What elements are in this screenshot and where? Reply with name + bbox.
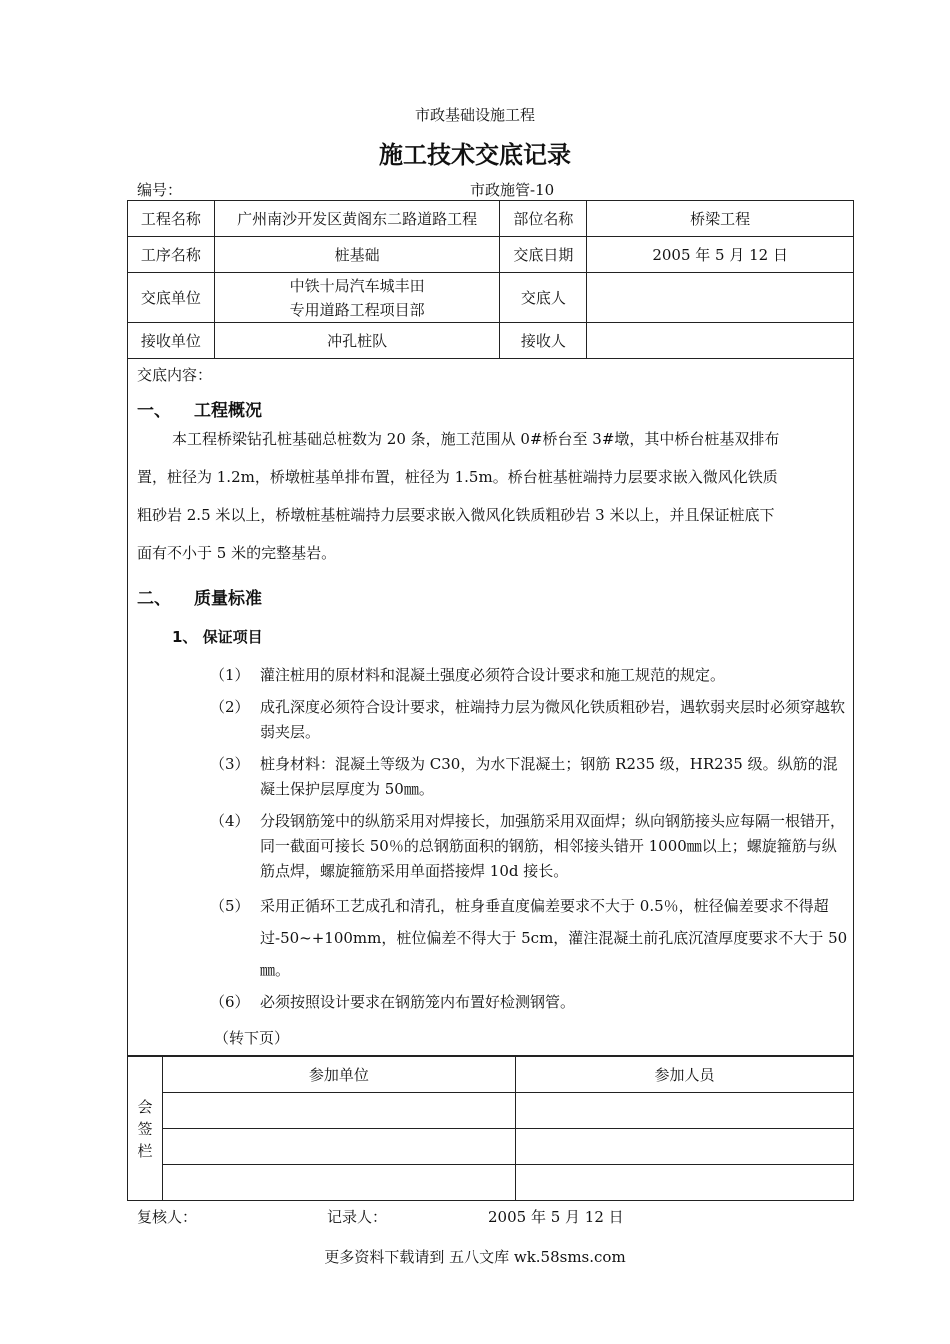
list-item xyxy=(210,752,850,802)
section1-number: 一、 xyxy=(137,401,171,421)
process-label: 工序名称 xyxy=(128,237,215,273)
info-row xyxy=(128,323,854,359)
unit-line-2: 专用道路工程项目部 xyxy=(289,300,425,319)
item-number: （1） xyxy=(210,666,250,684)
section2-number: 二、 xyxy=(137,589,171,609)
list-item xyxy=(210,990,850,1015)
signoff-table xyxy=(127,1056,854,1201)
item-number: （2） xyxy=(210,698,250,716)
signoff-person-cell[interactable] xyxy=(515,1165,853,1201)
signoff-header-row xyxy=(128,1057,854,1093)
promo-link[interactable]: 更多资料下载请到 五八文库 wk.58sms.com xyxy=(324,1248,626,1266)
number-label: 编号： xyxy=(137,181,183,199)
signoff-person-cell[interactable] xyxy=(515,1129,853,1165)
process-value: 桩基础 xyxy=(214,237,500,273)
table-row xyxy=(128,1129,854,1165)
record-date: 2005 年 5 月 12 日 xyxy=(488,1208,624,1226)
receiver-value xyxy=(587,323,854,359)
section2-title: 质量标准 xyxy=(194,589,262,609)
part-value: 桥梁工程 xyxy=(587,201,854,237)
list-item xyxy=(210,809,850,884)
col-header-person: 参加人员 xyxy=(515,1057,853,1093)
table-row xyxy=(128,1093,854,1129)
project-name-value: 广州南沙开发区黄阁东二路道路工程 xyxy=(214,201,500,237)
item-text: 桩身材料：混凝土等级为 C30，为水下混凝土；钢筋 R235 级，HR235 级。纵筋的混凝土保护层厚度为 50㎜。 xyxy=(260,755,838,798)
signoff-person-cell[interactable] xyxy=(515,1093,853,1129)
recorder-label: 记录人： xyxy=(327,1208,388,1226)
overview-line-2: 置，桩径为 1.2m，桥墩桩基单排布置，桩径为 1.5m。桥台桩基桩端持力层要求嵌入微风化铁质 xyxy=(137,468,778,486)
signoff-side-label: 会签栏 xyxy=(128,1057,163,1201)
person-label: 交底人 xyxy=(500,273,587,323)
signoff-unit-cell[interactable] xyxy=(162,1165,515,1201)
signoff-unit-cell[interactable] xyxy=(162,1093,515,1129)
receiver-label: 接收人 xyxy=(500,323,587,359)
info-row xyxy=(128,201,854,237)
list-item xyxy=(210,890,850,986)
item-text: 成孔深度必须符合设计要求，桩端持力层为微风化铁质粗砂岩，遇软弱夹层时必须穿越软弱夹层。 xyxy=(260,698,846,741)
overview-line-4: 面有不小于 5 米的完整基岩。 xyxy=(137,544,337,562)
info-table xyxy=(127,200,854,359)
date-label: 交底日期 xyxy=(500,237,587,273)
section1-title: 工程概况 xyxy=(194,401,262,421)
receiver-unit-label: 接收单位 xyxy=(128,323,215,359)
form-code: 市政施管-10 xyxy=(470,181,555,199)
overview-line-3: 粗砂岩 2.5 米以上，桥墩桩基桩端持力层要求嵌入微风化铁质粗砂岩 3 米以上，并且保证桩底下 xyxy=(137,506,775,524)
list-item xyxy=(210,663,850,688)
item-text: 分段钢筋笼中的纵筋采用对焊接长，加强筋采用双面焊；纵向钢筋接头应每隔一根错开，同一截面可接长 50％的总钢筋面积的钢筋，相邻接头错开 1000㎜以上；螺旋箍筋与纵筋点焊，螺旋箍筋采用单面搭接焊 10d 接长。 xyxy=(260,812,846,880)
content-label: 交底内容： xyxy=(137,366,213,384)
table-row xyxy=(128,1165,854,1201)
content-box xyxy=(127,358,854,1056)
unit-value xyxy=(214,273,500,323)
info-row xyxy=(128,273,854,323)
unit-label: 交底单位 xyxy=(128,273,215,323)
item-number: （3） xyxy=(210,755,250,773)
signoff-unit-cell[interactable] xyxy=(162,1129,515,1165)
item-text: 必须按照设计要求在钢筋笼内布置好检测钢管。 xyxy=(260,993,576,1011)
part-label: 部位名称 xyxy=(500,201,587,237)
item-number: （4） xyxy=(210,812,250,830)
item-text: 灌注桩用的原材料和混凝土强度必须符合设计要求和施工规范的规定。 xyxy=(260,666,726,684)
document-title: 施工技术交底记录 xyxy=(379,140,571,169)
overview-line-1: 本工程桥梁钻孔桩基础总桩数为 20 条，施工范围从 0#桥台至 3#墩，其中桥台桩基双排布 xyxy=(172,430,780,448)
date-value: 2005 年 5 月 12 日 xyxy=(587,237,854,273)
item-text: 采用正循环工艺成孔和清孔，桩身垂直度偏差要求不大于 0.5％，桩径偏差要求不得超过-50~+100mm，桩位偏差不得大于 5cm，灌注混凝土前孔底沉渣厚度要求不大于 50㎜。 xyxy=(260,897,848,979)
project-name-label: 工程名称 xyxy=(128,201,215,237)
item-number: （6） xyxy=(210,993,250,1011)
col-header-unit: 参加单位 xyxy=(162,1057,515,1093)
unit-line-1: 中铁十局汽车城丰田 xyxy=(289,276,425,295)
person-value xyxy=(587,273,854,323)
item-number: （5） xyxy=(210,897,250,915)
document-subtitle: 市政基础设施工程 xyxy=(414,106,535,124)
info-row xyxy=(128,237,854,273)
receiver-unit-value: 冲孔桩队 xyxy=(214,323,500,359)
reviewer-label: 复核人： xyxy=(137,1208,198,1226)
subsection-title: 1、 保证项目 xyxy=(172,628,263,646)
list-item xyxy=(210,695,850,745)
continued-note: （转下页） xyxy=(214,1029,290,1047)
